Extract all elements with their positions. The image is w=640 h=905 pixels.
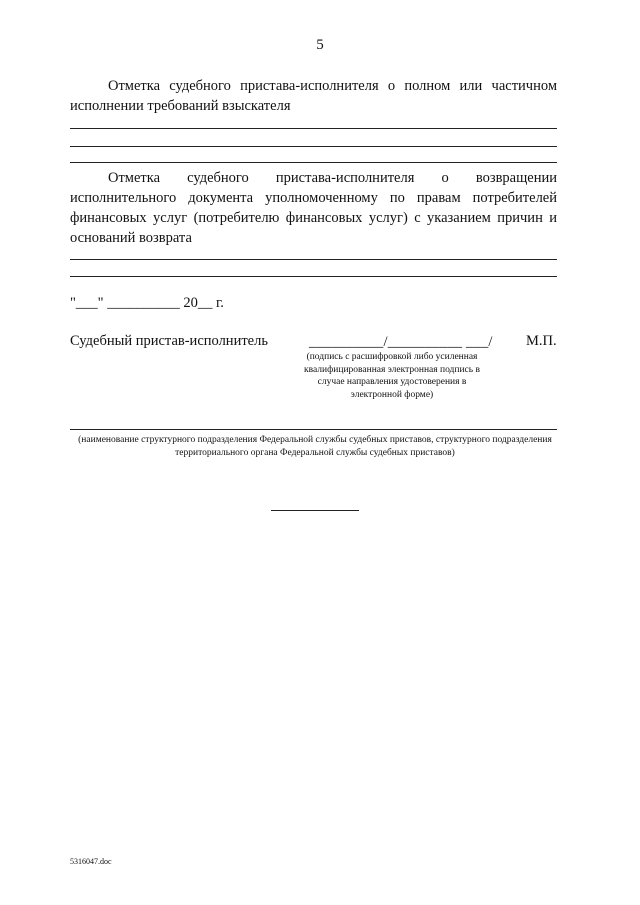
fill-line-4 — [70, 259, 557, 260]
section-full-execution-mark: Отметка судебного пристава-исполнителя о полном или частичном исполнении требований взыскателя — [70, 78, 557, 114]
signature-line: __________/__________ ___/ — [309, 334, 493, 350]
fill-line-3 — [70, 162, 557, 163]
signature-note: (подпись с расшифровкой либо усиленная квалифицированная электронная подпись в случае направления удостоверения в электронной форме) — [304, 352, 480, 400]
date-line: "___" __________ 20__ г. — [70, 295, 224, 311]
fill-line-2 — [70, 146, 557, 147]
fill-line-1 — [70, 128, 557, 129]
doc-code: 5316047.doc — [70, 857, 112, 866]
signature-label: Судебный пристав-исполнитель — [70, 333, 268, 349]
department-fill-line — [70, 429, 557, 430]
section-return-mark: Отметка судебного пристава-исполнителя о возвращении исполнительного документа уполномоченному по правам потребителей финансовых услуг (потребителю финансовых услуг) с указанием причин и оснований возврата — [70, 170, 557, 246]
department-note: (наименование структурного подразделения Федеральной службы судебных приставов, структурного подразделения территориального органа Федеральной службы судебных приставов) — [78, 435, 552, 458]
stamp-mark: М.П. — [526, 333, 557, 349]
page-number: 5 — [316, 37, 324, 53]
fill-line-5 — [70, 276, 557, 277]
end-divider — [271, 510, 359, 511]
